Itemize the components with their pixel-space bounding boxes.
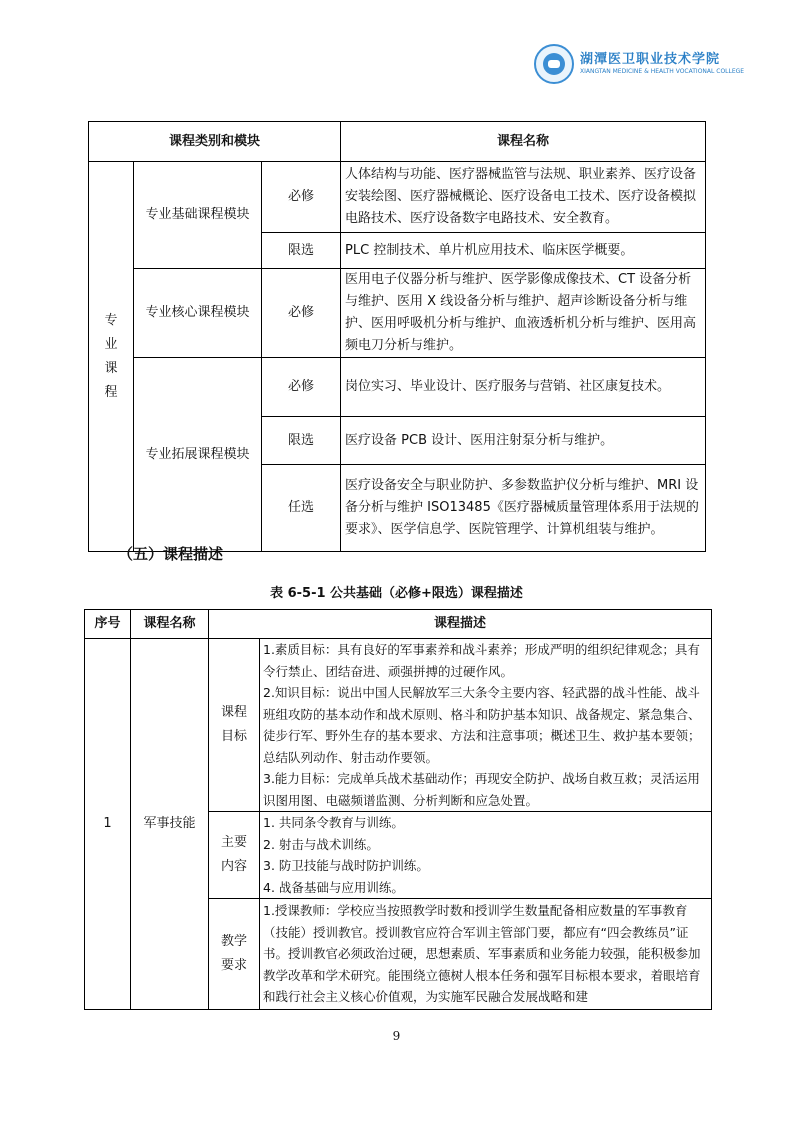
module-cell: 专业核心课程模块 — [134, 269, 262, 358]
table-caption: 表 6-5-1 公共基础（必修+限选）课程描述 — [270, 586, 523, 601]
courses-cell: PLC 控制技术、单片机应用技术、临床医学概要。 — [341, 233, 706, 269]
type-cell: 限选 — [262, 233, 341, 269]
curriculum-module-table — [88, 121, 706, 552]
content-line: 4. 战备基础与应用训练。 — [263, 879, 404, 895]
logo-english-name: XIANGTAN MEDICINE & HEALTH VOCATIONAL COLLEGE — [580, 68, 745, 75]
category-cell: 专 业 课 程 — [89, 162, 134, 552]
section-heading: （五）课程描述 — [118, 545, 224, 563]
requirement-label-cell: 教学 要求 — [209, 899, 260, 1010]
header-number: 序号 — [85, 610, 131, 639]
table-row — [89, 162, 706, 233]
goal-description-cell — [260, 639, 712, 812]
logo-chinese-name: 湖潭医卫职业技术学院 — [580, 52, 721, 67]
course-name-cell: 军事技能 — [131, 639, 209, 1010]
courses-cell: 岗位实习、毕业设计、医疗服务与营销、社区康复技术。 — [341, 358, 706, 417]
type-cell: 限选 — [262, 417, 341, 465]
type-cell: 必修 — [262, 162, 341, 233]
row-number-cell: 1 — [85, 639, 131, 1010]
header-course-name: 课程名称 — [341, 122, 706, 162]
goal-line: 2.知识目标：说出中国人民解放军三大条令主要内容、轻武器的战斗性能、战斗班组攻防的基本动作和战术原则、格斗和防护基本知识、战备规定、紧急集合、徒步行军、野外生存的基本要求、方法和注意事项；概述卫生、救护基本要领；总结队列动作、射击动作要领。 — [263, 685, 701, 765]
college-emblem-icon — [534, 44, 574, 84]
table-header-row — [89, 122, 706, 162]
table-row — [85, 639, 712, 812]
content-label-cell: 主要 内容 — [209, 812, 260, 899]
courses-cell: 医疗设备 PCB 设计、医用注射泵分析与维护。 — [341, 417, 706, 465]
courses-cell: 医疗设备安全与职业防护、多参数监护仪分析与维护、MRI 设备分析与维护 ISO13485《医疗器械质量管理体系用于法规的要求》、医学信息学、医院管理学、计算机组装与维护。 — [341, 465, 706, 552]
goal-label-cell: 课程 目标 — [209, 639, 260, 812]
module-cell: 专业基础课程模块 — [134, 162, 262, 269]
goal-line: 3.能力目标：完成单兵战术基础动作；再现安全防护、战场自救互救；灵活运用识图用图、电磁频谱监测、分析判断和应急处置。 — [263, 771, 700, 808]
courses-cell: 医用电子仪器分析与维护、医学影像成像技术、CT 设备分析与维护、医用 X 线设备分析与维护、超声诊断设备分析与维护、医用呼吸机分析与维护、血液透析机分析与维护、医用高频电刀分析与维护。 — [341, 269, 706, 358]
module-cell: 专业拓展课程模块 — [134, 358, 262, 552]
content-description-cell — [260, 812, 712, 899]
header-course-description: 课程描述 — [209, 610, 712, 639]
header-category-module: 课程类别和模块 — [89, 122, 341, 162]
content-line: 3. 防卫技能与战时防护训练。 — [263, 858, 429, 873]
page-number: 9 — [392, 1029, 401, 1043]
table-header-row — [85, 610, 712, 639]
content-line: 2. 射击与战术训练。 — [263, 836, 379, 852]
courses-cell: 人体结构与功能、医疗器械监管与法规、职业素养、医疗设备安装绘图、医疗器械概论、医疗设备电工技术、医疗设备模拟电路技术、医疗设备数字电路技术、安全教育。 — [341, 162, 706, 233]
course-description-table — [84, 609, 712, 1010]
header-course-name: 课程名称 — [131, 610, 209, 639]
table-row — [89, 269, 706, 358]
content-line: 1. 共同条令教育与训练。 — [263, 815, 404, 830]
goal-line: 1.素质目标：具有良好的军事素养和战斗素养；形成严明的组织纪律观念；具有令行禁止、团结奋进、顽强拼搏的过硬作风。 — [263, 642, 700, 679]
college-logo — [534, 44, 745, 88]
type-cell: 必修 — [262, 358, 341, 417]
requirement-description-cell: 1.授课教师：学校应当按照教学时数和授训学生数量配备相应数量的军事教育（技能）授训教官。授训教官应符合军训主管部门要，都应有“四会教练员”证书。授训教官必须政治过硬，思想素质、军事素质和业务能力较强，能积极参加教学改革和学术研究。能围绕立德树人根本任务和强军目标根本要求，着眼培育和践行社会主义核心价值观，为实施军民融合发展战略和建 — [260, 899, 712, 1010]
table-row — [89, 358, 706, 417]
type-cell: 必修 — [262, 269, 341, 358]
type-cell: 任选 — [262, 465, 341, 552]
